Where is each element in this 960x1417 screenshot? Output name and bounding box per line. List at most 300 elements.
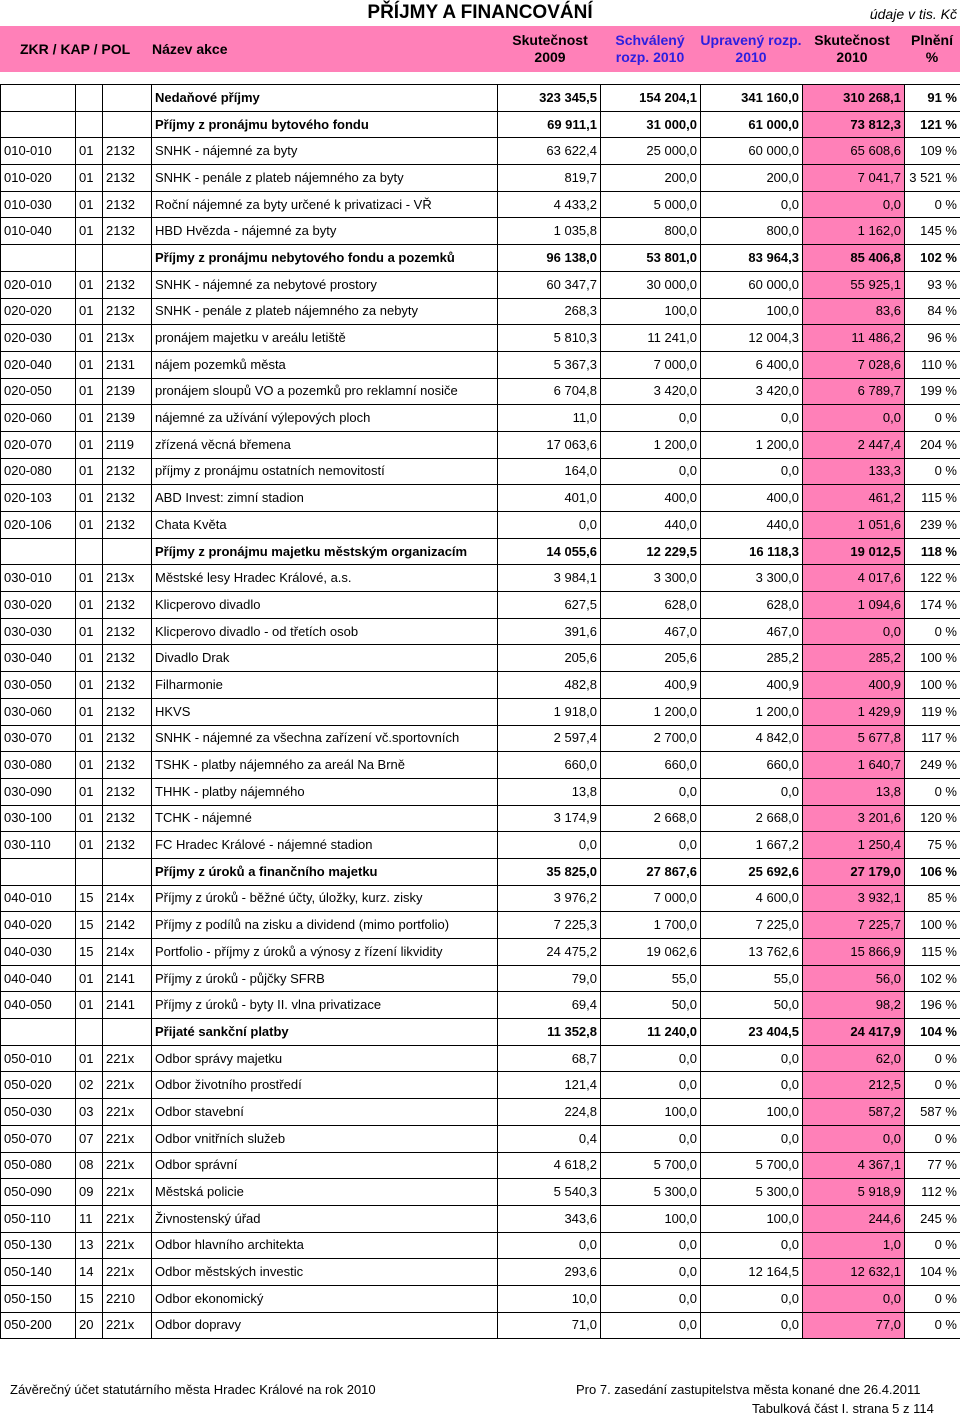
cell-fulfilment: 120 % xyxy=(905,805,960,832)
cell-name: pronájem sloupů VO a pozemků pro reklamní nosiče xyxy=(152,378,498,405)
cell-fulfilment: 122 % xyxy=(905,565,960,592)
cell-actual-2010: 3 201,6 xyxy=(803,805,905,832)
cell-adjusted-2010: 0,0 xyxy=(701,458,803,485)
cell-approved-2010: 12 229,5 xyxy=(601,538,701,565)
cell-actual-2009: 0,4 xyxy=(498,1125,601,1152)
cell-actual-2010: 15 866,9 xyxy=(803,939,905,966)
cell-approved-2010: 0,0 xyxy=(601,1072,701,1099)
table-section-row xyxy=(1,245,960,272)
cell-empty xyxy=(103,111,152,138)
cell-item: 221x xyxy=(103,1259,152,1286)
cell-item: 2132 xyxy=(103,618,152,645)
cell-actual-2010: 56,0 xyxy=(803,965,905,992)
cell-name: Příjmy z úroků a finančního majetku xyxy=(152,858,498,885)
cell-name: Příjmy z pronájmu majetku městským organizacím xyxy=(152,538,498,565)
cell-adjusted-2010: 0,0 xyxy=(701,1285,803,1312)
header-actual-2010: Skutečnost 2010 xyxy=(814,32,890,65)
table-row xyxy=(1,405,960,432)
cell-item: 2132 xyxy=(103,218,152,245)
cell-approved-2010: 7 000,0 xyxy=(601,351,701,378)
cell-adjusted-2010: 3 420,0 xyxy=(701,378,803,405)
cell-code: 040-030 xyxy=(1,939,76,966)
cell-chapter: 01 xyxy=(76,618,103,645)
cell-code: 010-040 xyxy=(1,218,76,245)
cell-code: 020-060 xyxy=(1,405,76,432)
cell-chapter: 01 xyxy=(76,351,103,378)
cell-item: 2132 xyxy=(103,512,152,539)
cell-item: 2132 xyxy=(103,832,152,859)
cell-adjusted-2010: 4 842,0 xyxy=(701,725,803,752)
cell-actual-2009: 401,0 xyxy=(498,485,601,512)
cell-item: 221x xyxy=(103,1125,152,1152)
table-row xyxy=(1,1312,960,1339)
cell-actual-2010: 12 632,1 xyxy=(803,1259,905,1286)
cell-approved-2010: 2 700,0 xyxy=(601,725,701,752)
cell-fulfilment: 0 % xyxy=(905,191,960,218)
cell-adjusted-2010: 100,0 xyxy=(701,1099,803,1126)
cell-name: Odbor městských investic xyxy=(152,1259,498,1286)
cell-chapter: 09 xyxy=(76,1179,103,1206)
cell-actual-2009: 0,0 xyxy=(498,832,601,859)
table-section-row xyxy=(1,538,960,565)
cell-adjusted-2010: 628,0 xyxy=(701,592,803,619)
cell-actual-2010: 400,9 xyxy=(803,672,905,699)
cell-chapter: 01 xyxy=(76,992,103,1019)
cell-item: 213x xyxy=(103,565,152,592)
cell-item: 2132 xyxy=(103,298,152,325)
cell-item: 2139 xyxy=(103,378,152,405)
cell-actual-2009: 11 352,8 xyxy=(498,1019,601,1046)
cell-name: SNHK - nájemné za nebytové prostory xyxy=(152,271,498,298)
table-row xyxy=(1,351,960,378)
cell-actual-2010: 133,3 xyxy=(803,458,905,485)
cell-adjusted-2010: 12 164,5 xyxy=(701,1259,803,1286)
cell-fulfilment: 102 % xyxy=(905,245,960,272)
cell-approved-2010: 100,0 xyxy=(601,1205,701,1232)
cell-empty xyxy=(103,1019,152,1046)
cell-approved-2010: 30 000,0 xyxy=(601,271,701,298)
cell-chapter: 01 xyxy=(76,191,103,218)
cell-actual-2010: 1,0 xyxy=(803,1232,905,1259)
table-row xyxy=(1,912,960,939)
cell-adjusted-2010: 12 004,3 xyxy=(701,325,803,352)
cell-approved-2010: 50,0 xyxy=(601,992,701,1019)
cell-actual-2009: 205,6 xyxy=(498,645,601,672)
cell-approved-2010: 154 204,1 xyxy=(601,85,701,112)
cell-adjusted-2010: 0,0 xyxy=(701,191,803,218)
cell-actual-2009: 224,8 xyxy=(498,1099,601,1126)
cell-fulfilment: 145 % xyxy=(905,218,960,245)
cell-actual-2009: 69 911,1 xyxy=(498,111,601,138)
cell-fulfilment: 118 % xyxy=(905,538,960,565)
cell-chapter: 13 xyxy=(76,1232,103,1259)
cell-adjusted-2010: 55,0 xyxy=(701,965,803,992)
cell-adjusted-2010: 467,0 xyxy=(701,618,803,645)
cell-empty xyxy=(1,858,76,885)
footer-page: Tabulková část I. strana 5 z 114 xyxy=(752,1401,934,1416)
cell-name: THHK - platby nájemného xyxy=(152,778,498,805)
cell-empty xyxy=(103,858,152,885)
cell-adjusted-2010: 1 200,0 xyxy=(701,698,803,725)
table-row xyxy=(1,965,960,992)
cell-actual-2010: 3 932,1 xyxy=(803,885,905,912)
cell-name: Klicperovo divadlo - od třetích osob xyxy=(152,618,498,645)
revenue-table xyxy=(0,84,960,1339)
cell-approved-2010: 7 000,0 xyxy=(601,885,701,912)
cell-actual-2010: 55 925,1 xyxy=(803,271,905,298)
table-row xyxy=(1,992,960,1019)
cell-adjusted-2010: 6 400,0 xyxy=(701,351,803,378)
cell-fulfilment: 119 % xyxy=(905,698,960,725)
cell-name: Příjmy z úroků - běžné účty, úložky, kurz. zisky xyxy=(152,885,498,912)
cell-actual-2009: 24 475,2 xyxy=(498,939,601,966)
cell-code: 050-070 xyxy=(1,1125,76,1152)
cell-actual-2009: 6 704,8 xyxy=(498,378,601,405)
cell-approved-2010: 1 200,0 xyxy=(601,431,701,458)
cell-code: 050-010 xyxy=(1,1045,76,1072)
table-row xyxy=(1,1285,960,1312)
cell-fulfilment: 0 % xyxy=(905,458,960,485)
cell-adjusted-2010: 100,0 xyxy=(701,298,803,325)
cell-actual-2010: 461,2 xyxy=(803,485,905,512)
cell-chapter: 01 xyxy=(76,805,103,832)
cell-name: Klicperovo divadlo xyxy=(152,592,498,619)
cell-approved-2010: 628,0 xyxy=(601,592,701,619)
cell-name: SNHK - penále z plateb nájemného za byty xyxy=(152,165,498,192)
cell-chapter: 01 xyxy=(76,405,103,432)
cell-fulfilment: 75 % xyxy=(905,832,960,859)
cell-actual-2009: 69,4 xyxy=(498,992,601,1019)
cell-name: Městská policie xyxy=(152,1179,498,1206)
cell-empty xyxy=(103,85,152,112)
table-row xyxy=(1,1152,960,1179)
cell-adjusted-2010: 0,0 xyxy=(701,1125,803,1152)
cell-chapter: 01 xyxy=(76,592,103,619)
cell-code: 030-030 xyxy=(1,618,76,645)
cell-chapter: 01 xyxy=(76,645,103,672)
cell-chapter: 02 xyxy=(76,1072,103,1099)
footer-meeting: Pro 7. zasedání zastupitelstva města konané dne 26.4.2011 xyxy=(576,1382,921,1397)
cell-actual-2009: 71,0 xyxy=(498,1312,601,1339)
cell-actual-2010: 11 486,2 xyxy=(803,325,905,352)
cell-actual-2010: 4 017,6 xyxy=(803,565,905,592)
cell-actual-2009: 79,0 xyxy=(498,965,601,992)
cell-adjusted-2010: 285,2 xyxy=(701,645,803,672)
cell-actual-2009: 68,7 xyxy=(498,1045,601,1072)
cell-adjusted-2010: 25 692,6 xyxy=(701,858,803,885)
cell-chapter: 01 xyxy=(76,672,103,699)
cell-actual-2009: 293,6 xyxy=(498,1259,601,1286)
cell-item: 221x xyxy=(103,1045,152,1072)
cell-name: SNHK - nájemné za všechna zařízení vč.sportovních xyxy=(152,725,498,752)
header-code: ZKR / KAP / POL xyxy=(20,40,131,57)
cell-approved-2010: 25 000,0 xyxy=(601,138,701,165)
cell-approved-2010: 0,0 xyxy=(601,1285,701,1312)
cell-fulfilment: 104 % xyxy=(905,1259,960,1286)
revenue-table-body xyxy=(1,85,960,1339)
cell-item: 221x xyxy=(103,1312,152,1339)
cell-chapter: 08 xyxy=(76,1152,103,1179)
cell-adjusted-2010: 0,0 xyxy=(701,1312,803,1339)
cell-actual-2010: 62,0 xyxy=(803,1045,905,1072)
cell-name: Divadlo Drak xyxy=(152,645,498,672)
cell-actual-2010: 0,0 xyxy=(803,1285,905,1312)
cell-adjusted-2010: 800,0 xyxy=(701,218,803,245)
header-approved-2010: Schválený rozp. 2010 xyxy=(615,32,685,65)
table-row xyxy=(1,778,960,805)
cell-actual-2009: 819,7 xyxy=(498,165,601,192)
cell-fulfilment: 110 % xyxy=(905,351,960,378)
cell-approved-2010: 400,9 xyxy=(601,672,701,699)
cell-code: 050-140 xyxy=(1,1259,76,1286)
cell-actual-2010: 5 918,9 xyxy=(803,1179,905,1206)
cell-code: 010-020 xyxy=(1,165,76,192)
cell-actual-2009: 1 035,8 xyxy=(498,218,601,245)
cell-item: 2132 xyxy=(103,778,152,805)
cell-actual-2009: 13,8 xyxy=(498,778,601,805)
cell-chapter: 01 xyxy=(76,458,103,485)
cell-actual-2010: 244,6 xyxy=(803,1205,905,1232)
table-row xyxy=(1,885,960,912)
cell-code: 040-050 xyxy=(1,992,76,1019)
cell-code: 020-020 xyxy=(1,298,76,325)
table-section-row xyxy=(1,85,960,112)
cell-approved-2010: 0,0 xyxy=(601,1045,701,1072)
cell-name: Příjmy z úroků - byty II. vlna privatizace xyxy=(152,992,498,1019)
cell-approved-2010: 100,0 xyxy=(601,1099,701,1126)
cell-chapter: 01 xyxy=(76,1045,103,1072)
cell-chapter: 01 xyxy=(76,271,103,298)
cell-fulfilment: 0 % xyxy=(905,1285,960,1312)
cell-name: Filharmonie xyxy=(152,672,498,699)
cell-approved-2010: 0,0 xyxy=(601,1312,701,1339)
cell-actual-2009: 3 984,1 xyxy=(498,565,601,592)
cell-fulfilment: 93 % xyxy=(905,271,960,298)
cell-actual-2009: 164,0 xyxy=(498,458,601,485)
cell-empty xyxy=(1,85,76,112)
header-adjusted-2010: Upravený rozp. 2010 xyxy=(700,32,802,65)
cell-actual-2009: 323 345,5 xyxy=(498,85,601,112)
cell-name: Odbor životního prostředí xyxy=(152,1072,498,1099)
cell-name: FC Hradec Králové - nájemné stadion xyxy=(152,832,498,859)
cell-empty xyxy=(1,538,76,565)
table-row xyxy=(1,191,960,218)
cell-chapter: 01 xyxy=(76,138,103,165)
cell-item: 221x xyxy=(103,1205,152,1232)
table-row xyxy=(1,378,960,405)
cell-actual-2009: 4 618,2 xyxy=(498,1152,601,1179)
cell-adjusted-2010: 0,0 xyxy=(701,1072,803,1099)
cell-code: 030-070 xyxy=(1,725,76,752)
cell-adjusted-2010: 16 118,3 xyxy=(701,538,803,565)
cell-code: 030-050 xyxy=(1,672,76,699)
cell-approved-2010: 53 801,0 xyxy=(601,245,701,272)
cell-code: 030-090 xyxy=(1,778,76,805)
cell-actual-2010: 1 162,0 xyxy=(803,218,905,245)
cell-item: 2132 xyxy=(103,485,152,512)
table-section-row xyxy=(1,111,960,138)
cell-adjusted-2010: 1 200,0 xyxy=(701,431,803,458)
table-row xyxy=(1,1259,960,1286)
table-row xyxy=(1,165,960,192)
table-row xyxy=(1,565,960,592)
cell-actual-2010: 1 640,7 xyxy=(803,752,905,779)
cell-code: 020-040 xyxy=(1,351,76,378)
cell-item: 2132 xyxy=(103,458,152,485)
cell-fulfilment: 100 % xyxy=(905,912,960,939)
cell-empty xyxy=(76,858,103,885)
cell-fulfilment: 174 % xyxy=(905,592,960,619)
header-actual-2009: Skutečnost 2009 xyxy=(512,32,588,65)
cell-name: Městské lesy Hradec Králové, a.s. xyxy=(152,565,498,592)
cell-item: 2131 xyxy=(103,351,152,378)
cell-actual-2010: 6 789,7 xyxy=(803,378,905,405)
cell-item: 2132 xyxy=(103,165,152,192)
table-section-row xyxy=(1,858,960,885)
cell-approved-2010: 800,0 xyxy=(601,218,701,245)
cell-chapter: 01 xyxy=(76,512,103,539)
cell-approved-2010: 400,0 xyxy=(601,485,701,512)
cell-actual-2009: 14 055,6 xyxy=(498,538,601,565)
table-row xyxy=(1,698,960,725)
cell-actual-2010: 1 250,4 xyxy=(803,832,905,859)
cell-approved-2010: 0,0 xyxy=(601,1259,701,1286)
footer-document: Závěrečný účet statutárního města Hradec Králové na rok 2010 xyxy=(10,1382,376,1397)
cell-actual-2009: 4 433,2 xyxy=(498,191,601,218)
cell-actual-2010: 212,5 xyxy=(803,1072,905,1099)
cell-item: 2132 xyxy=(103,592,152,619)
cell-actual-2009: 17 063,6 xyxy=(498,431,601,458)
cell-approved-2010: 11 241,0 xyxy=(601,325,701,352)
cell-chapter: 20 xyxy=(76,1312,103,1339)
units-note: údaje v tis. Kč xyxy=(869,6,957,22)
cell-actual-2010: 2 447,4 xyxy=(803,431,905,458)
cell-fulfilment: 102 % xyxy=(905,965,960,992)
cell-actual-2009: 1 918,0 xyxy=(498,698,601,725)
cell-actual-2009: 5 540,3 xyxy=(498,1179,601,1206)
cell-fulfilment: 121 % xyxy=(905,111,960,138)
cell-adjusted-2010: 100,0 xyxy=(701,1205,803,1232)
cell-actual-2009: 2 597,4 xyxy=(498,725,601,752)
cell-code: 040-020 xyxy=(1,912,76,939)
cell-name: nájemné za užívání výlepových ploch xyxy=(152,405,498,432)
cell-actual-2010: 587,2 xyxy=(803,1099,905,1126)
cell-approved-2010: 100,0 xyxy=(601,298,701,325)
cell-code: 020-080 xyxy=(1,458,76,485)
cell-adjusted-2010: 0,0 xyxy=(701,1232,803,1259)
cell-fulfilment: 0 % xyxy=(905,1045,960,1072)
cell-chapter: 01 xyxy=(76,778,103,805)
cell-name: SNHK - penále z plateb nájemného za nebyty xyxy=(152,298,498,325)
cell-item: 214x xyxy=(103,939,152,966)
cell-chapter: 15 xyxy=(76,939,103,966)
cell-approved-2010: 440,0 xyxy=(601,512,701,539)
cell-fulfilment: 0 % xyxy=(905,1072,960,1099)
cell-code: 030-020 xyxy=(1,592,76,619)
cell-actual-2010: 24 417,9 xyxy=(803,1019,905,1046)
table-row xyxy=(1,325,960,352)
cell-name: Odbor vnitřních služeb xyxy=(152,1125,498,1152)
cell-name: ABD Invest: zimní stadion xyxy=(152,485,498,512)
cell-name: Portfolio - příjmy z úroků a výnosy z řízení likvidity xyxy=(152,939,498,966)
table-row xyxy=(1,672,960,699)
cell-actual-2009: 660,0 xyxy=(498,752,601,779)
cell-actual-2010: 0,0 xyxy=(803,1125,905,1152)
cell-adjusted-2010: 0,0 xyxy=(701,1045,803,1072)
cell-chapter: 11 xyxy=(76,1205,103,1232)
cell-item: 2119 xyxy=(103,431,152,458)
cell-actual-2009: 60 347,7 xyxy=(498,271,601,298)
table-row xyxy=(1,1179,960,1206)
cell-code: 040-010 xyxy=(1,885,76,912)
cell-fulfilment: 115 % xyxy=(905,485,960,512)
cell-actual-2009: 5 810,3 xyxy=(498,325,601,352)
cell-adjusted-2010: 61 000,0 xyxy=(701,111,803,138)
cell-code: 020-070 xyxy=(1,431,76,458)
cell-actual-2009: 35 825,0 xyxy=(498,858,601,885)
table-row xyxy=(1,512,960,539)
cell-actual-2010: 0,0 xyxy=(803,405,905,432)
cell-chapter: 01 xyxy=(76,298,103,325)
cell-fulfilment: 0 % xyxy=(905,405,960,432)
cell-adjusted-2010: 400,9 xyxy=(701,672,803,699)
cell-empty xyxy=(76,85,103,112)
cell-adjusted-2010: 5 700,0 xyxy=(701,1152,803,1179)
cell-actual-2010: 285,2 xyxy=(803,645,905,672)
cell-approved-2010: 200,0 xyxy=(601,165,701,192)
cell-actual-2010: 5 677,8 xyxy=(803,725,905,752)
table-row xyxy=(1,1125,960,1152)
cell-item: 2141 xyxy=(103,992,152,1019)
cell-approved-2010: 1 200,0 xyxy=(601,698,701,725)
cell-chapter: 01 xyxy=(76,565,103,592)
cell-approved-2010: 11 240,0 xyxy=(601,1019,701,1046)
cell-fulfilment: 204 % xyxy=(905,431,960,458)
cell-actual-2010: 1 051,6 xyxy=(803,512,905,539)
cell-adjusted-2010: 60 000,0 xyxy=(701,271,803,298)
cell-approved-2010: 1 700,0 xyxy=(601,912,701,939)
cell-code: 030-080 xyxy=(1,752,76,779)
cell-fulfilment: 249 % xyxy=(905,752,960,779)
cell-fulfilment: 587 % xyxy=(905,1099,960,1126)
cell-fulfilment: 104 % xyxy=(905,1019,960,1046)
cell-adjusted-2010: 200,0 xyxy=(701,165,803,192)
cell-approved-2010: 5 700,0 xyxy=(601,1152,701,1179)
cell-item: 2132 xyxy=(103,672,152,699)
cell-actual-2009: 343,6 xyxy=(498,1205,601,1232)
cell-empty xyxy=(76,1019,103,1046)
cell-name: Příjmy z podílů na zisku a dividend (mimo portfolio) xyxy=(152,912,498,939)
cell-fulfilment: 100 % xyxy=(905,645,960,672)
cell-chapter: 01 xyxy=(76,165,103,192)
cell-item: 214x xyxy=(103,885,152,912)
cell-actual-2010: 85 406,8 xyxy=(803,245,905,272)
cell-actual-2010: 1 094,6 xyxy=(803,592,905,619)
cell-approved-2010: 55,0 xyxy=(601,965,701,992)
table-row xyxy=(1,138,960,165)
cell-fulfilment: 0 % xyxy=(905,1125,960,1152)
cell-actual-2010: 310 268,1 xyxy=(803,85,905,112)
table-row xyxy=(1,1072,960,1099)
cell-fulfilment: 77 % xyxy=(905,1152,960,1179)
cell-item: 221x xyxy=(103,1072,152,1099)
cell-actual-2009: 482,8 xyxy=(498,672,601,699)
cell-actual-2009: 7 225,3 xyxy=(498,912,601,939)
cell-fulfilment: 196 % xyxy=(905,992,960,1019)
cell-empty xyxy=(103,245,152,272)
table-row xyxy=(1,431,960,458)
cell-adjusted-2010: 13 762,6 xyxy=(701,939,803,966)
